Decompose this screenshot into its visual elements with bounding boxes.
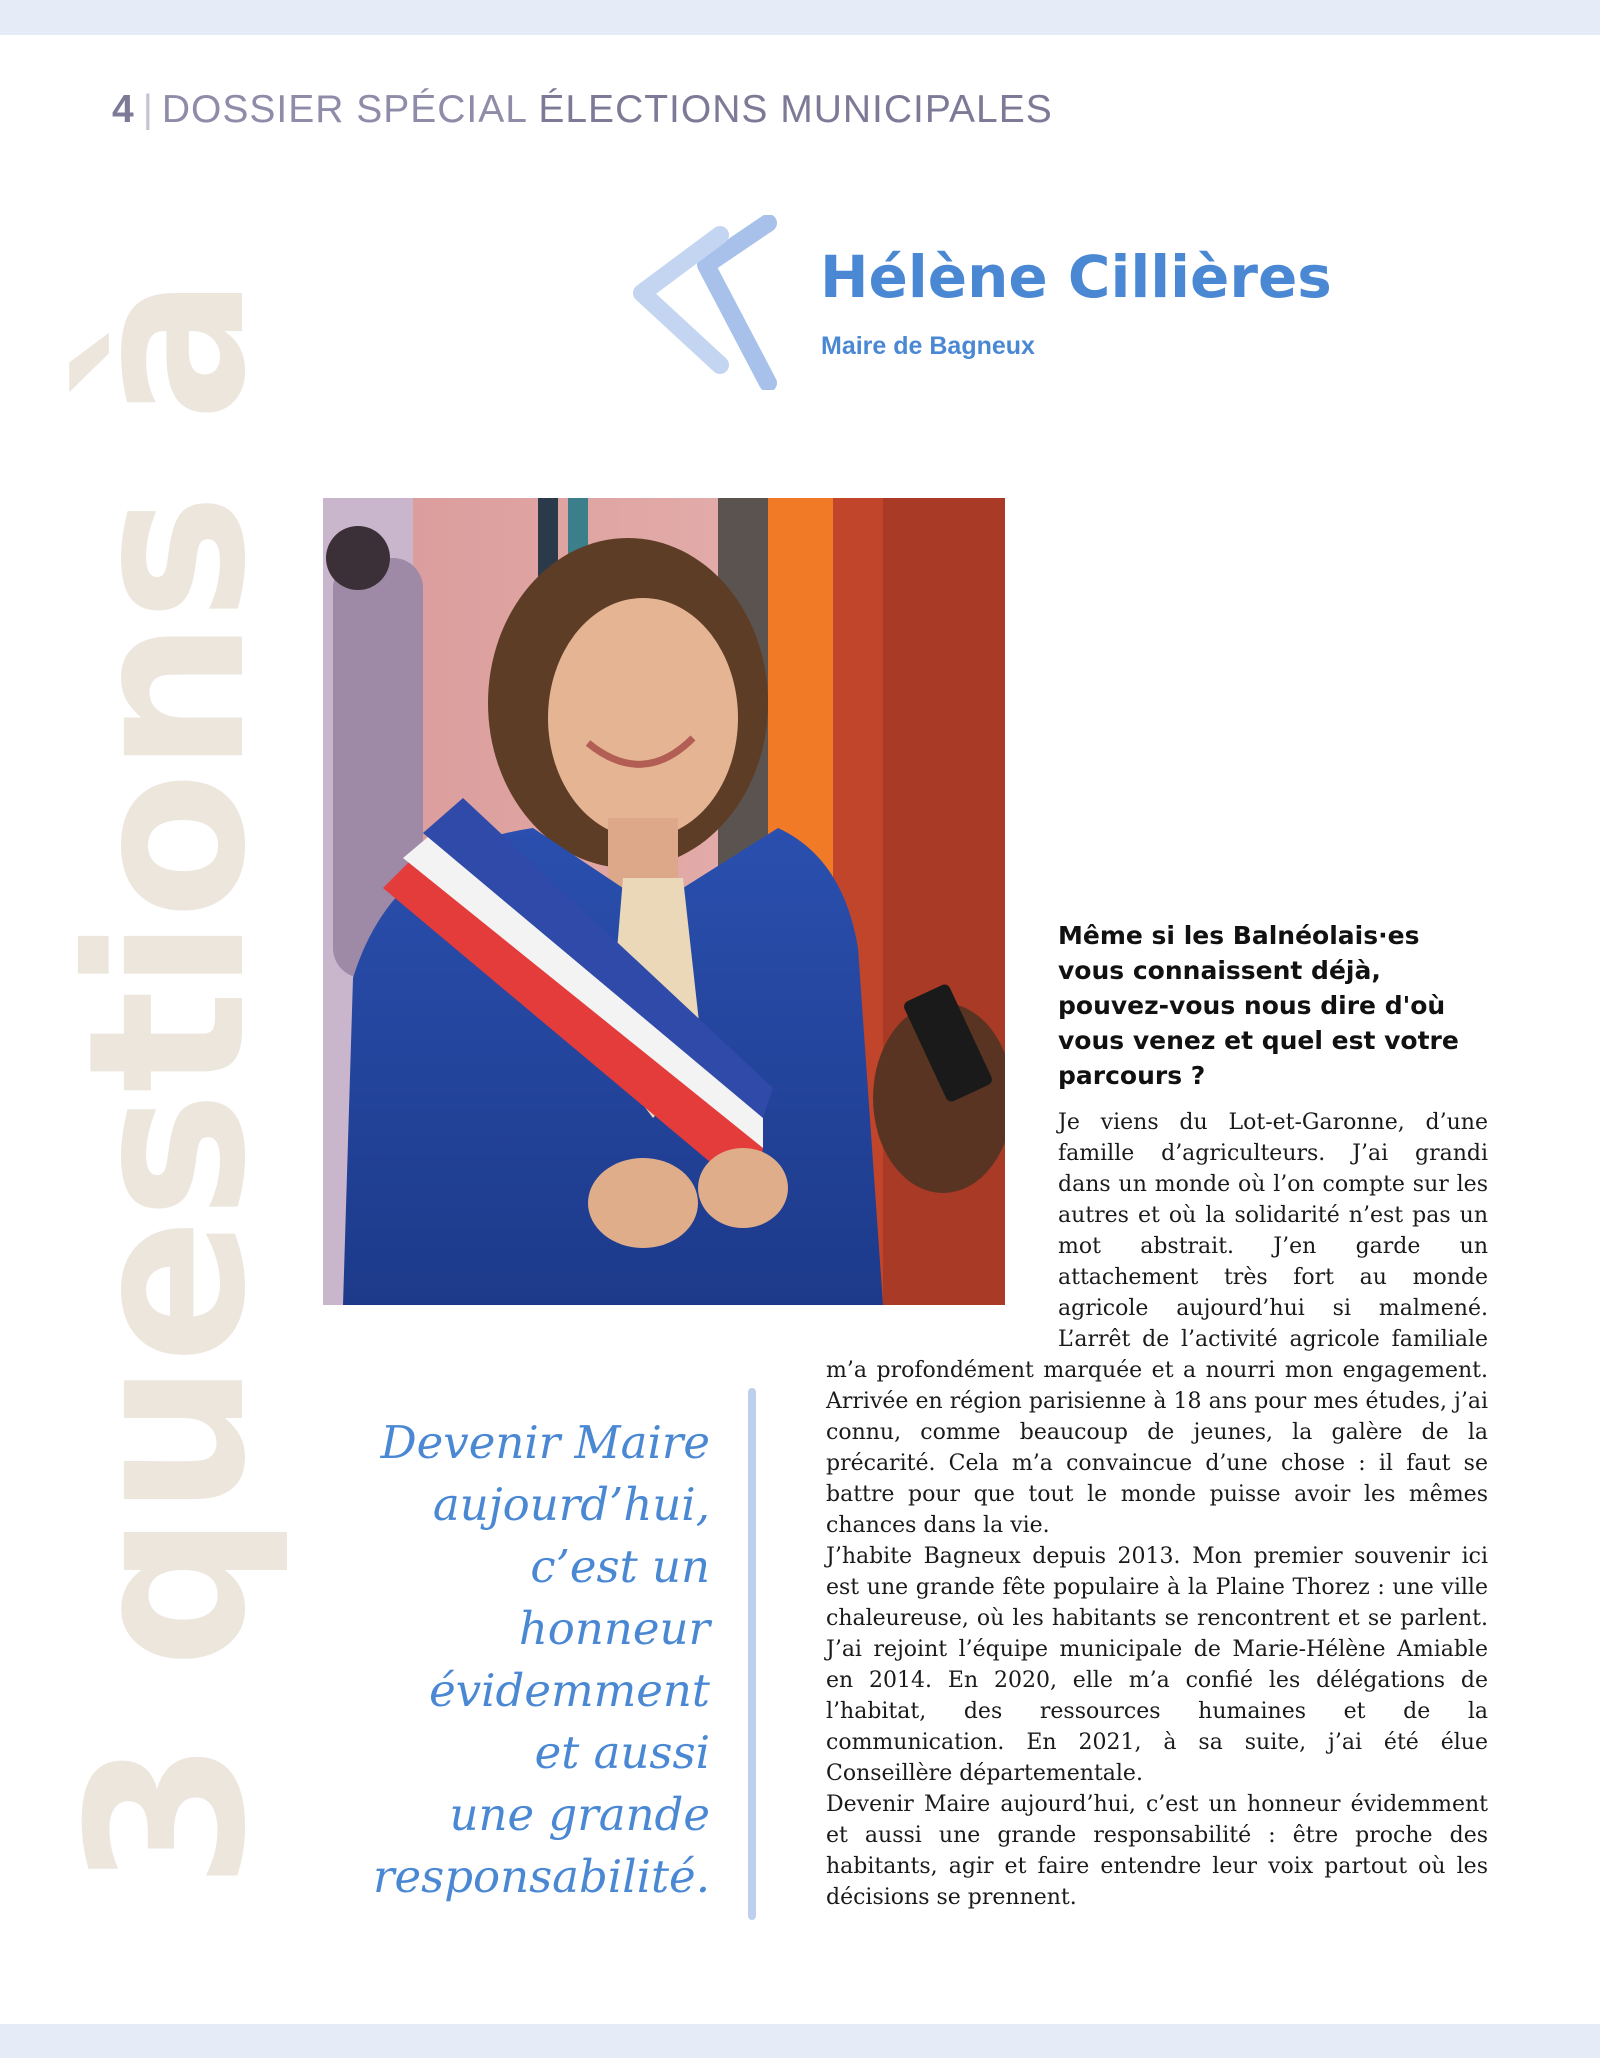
pull-quote-line: évidemment <box>429 1664 710 1717</box>
top-band <box>0 0 1600 35</box>
bottom-band <box>0 2024 1600 2058</box>
answer-paragraph-1: Je viens du Lot-et-Garonne, d’une famille d’agriculteurs. J’ai grandi dans un monde où l’on compte sur les autres et où la solidarité n’est pas un mot abstrait. J’en garde un attachement très fort au monde agricole aujourd’hui si malmené. L’arrêt de l’activité agricole familiale m’a profondément marquée et a nourri mon engagement. Arrivée en région parisienne à 18 ans pour mes études, j’ai connu, comme beaucoup de jeunes, la galère de la précarité. Cela m’a convaincue d’une chose : il faut se battre pour que tout le monde puisse avoir les mêmes chances dans la vie. <box>826 1110 1488 1538</box>
pull-quote-line: c’est un <box>530 1540 710 1593</box>
pull-quote-line: Devenir Maire <box>380 1416 710 1469</box>
person-role: Maire de Bagneux <box>821 332 1035 360</box>
photo-wrap-spacer <box>826 1107 1058 1339</box>
interview-question: Même si les Balnéolais·es vous connaissent déjà, pouvez-vous nous dire d'où vous venez et quel est votre parcours ? <box>1058 921 1459 1090</box>
running-head <box>112 88 1053 132</box>
page-number: 4 <box>112 88 135 131</box>
answer-paragraph-2: J’habite Bagneux depuis 2013. Mon premier souvenir ici est une grande fête populaire à la Plaine Thorez : une ville chaleureuse, où les habitants se rencontrent et se parlent. J’ai rejoint l’équipe municipale de Marie-Hélène Amiable en 2014. En 2020, elle m’a confié les délégations de l’habitat, des ressources humaines et de la communication. En 2021, à sa suite, j’ai été élue Conseillère départementale. <box>826 1544 1488 1786</box>
pull-quote <box>330 1412 710 1908</box>
header-separator: | <box>142 88 154 131</box>
pull-quote-line: et aussi <box>534 1726 710 1779</box>
chevron-quote-icon <box>628 215 778 390</box>
pull-quote-line: aujourd’hui, <box>432 1478 710 1531</box>
quote-divider <box>748 1388 756 1920</box>
pull-quote-line: une grande <box>449 1788 710 1841</box>
person-name: Hélène Cillières <box>820 243 1332 311</box>
pull-quote-line: honneur <box>518 1602 710 1655</box>
interview-answer <box>826 1107 1488 1913</box>
vertical-title: 3 questions à <box>42 278 293 1890</box>
pull-quote-line: responsabilité. <box>372 1850 710 1903</box>
answer-paragraph-3: Devenir Maire aujourd’hui, c’est un honneur évidemment et aussi une grande responsabilité : être proche des habitants, agir et faire entendre leur voix partout où les décisions se prennent. <box>826 1792 1488 1910</box>
topic-label: ÉLECTIONS MUNICIPALES <box>538 88 1053 131</box>
section-label: DOSSIER SPÉCIAL <box>161 88 527 131</box>
